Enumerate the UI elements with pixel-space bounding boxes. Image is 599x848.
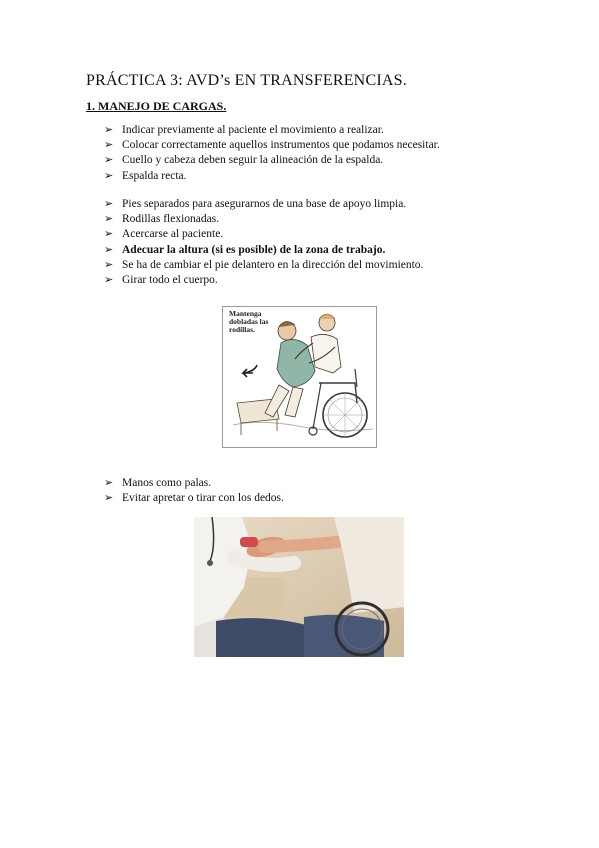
page-title: PRÁCTICA 3: AVD’s EN TRANSFERENCIAS. [86, 72, 407, 89]
arrow-bullet-icon: ➢ [104, 213, 114, 226]
assist-photo [194, 517, 404, 657]
assist-photo-drawing [194, 517, 404, 657]
bullet-list-1 [104, 123, 440, 184]
illustration-caption: Mantenga dobladas las rodillas. [229, 309, 269, 335]
list-item: ➢ Evitar apretar o tirar con los dedos. [104, 491, 284, 506]
arrow-bullet-icon: ➢ [104, 477, 114, 489]
list-item: ➢ Se ha de cambiar el pie delantero en la dirección del movimiento. [104, 258, 423, 273]
arrow-bullet-icon: ➢ [104, 243, 114, 256]
list-item: ➢ Espalda recta. [104, 169, 440, 184]
list-item: ➢ Rodillas flexionadas. [104, 212, 423, 227]
list-item: ➢ Pies separados para asegurarnos de una base de apoyo limpia. [104, 197, 423, 212]
list-item: ➢ Girar todo el cuerpo. [104, 273, 423, 288]
list-item: ➢ Colocar correctamente aquellos instrumentos que podamos necesitar. [104, 138, 440, 153]
arrow-bullet-icon: ➢ [104, 124, 114, 136]
arrow-bullet-icon: ➢ [104, 154, 114, 167]
bullet-list-2 [104, 197, 423, 288]
list-item: ➢ Indicar previamente al paciente el movimiento a realizar. [104, 123, 440, 138]
bullet-list-3 [104, 476, 284, 506]
list-item: ➢ Acercarse al paciente. [104, 227, 423, 242]
list-item: ➢ Cuello y cabeza deben seguir la alineación de la espalda. [104, 153, 440, 168]
list-item: ➢ Adecuar la altura (si es posible) de la zona de trabajo. [104, 243, 423, 258]
section-heading: 1. MANEJO DE CARGAS. [86, 99, 227, 113]
arrow-bullet-icon: ➢ [104, 258, 114, 271]
transfer-illustration [222, 306, 377, 448]
arrow-bullet-icon: ➢ [104, 228, 114, 241]
arrow-bullet-icon: ➢ [104, 492, 114, 505]
list-item: ➢ Manos como palas. [104, 476, 284, 491]
arrow-bullet-icon: ➢ [104, 198, 114, 210]
arrow-bullet-icon: ➢ [104, 274, 114, 287]
arrow-bullet-icon: ➢ [104, 139, 114, 152]
arrow-bullet-icon: ➢ [104, 169, 114, 182]
